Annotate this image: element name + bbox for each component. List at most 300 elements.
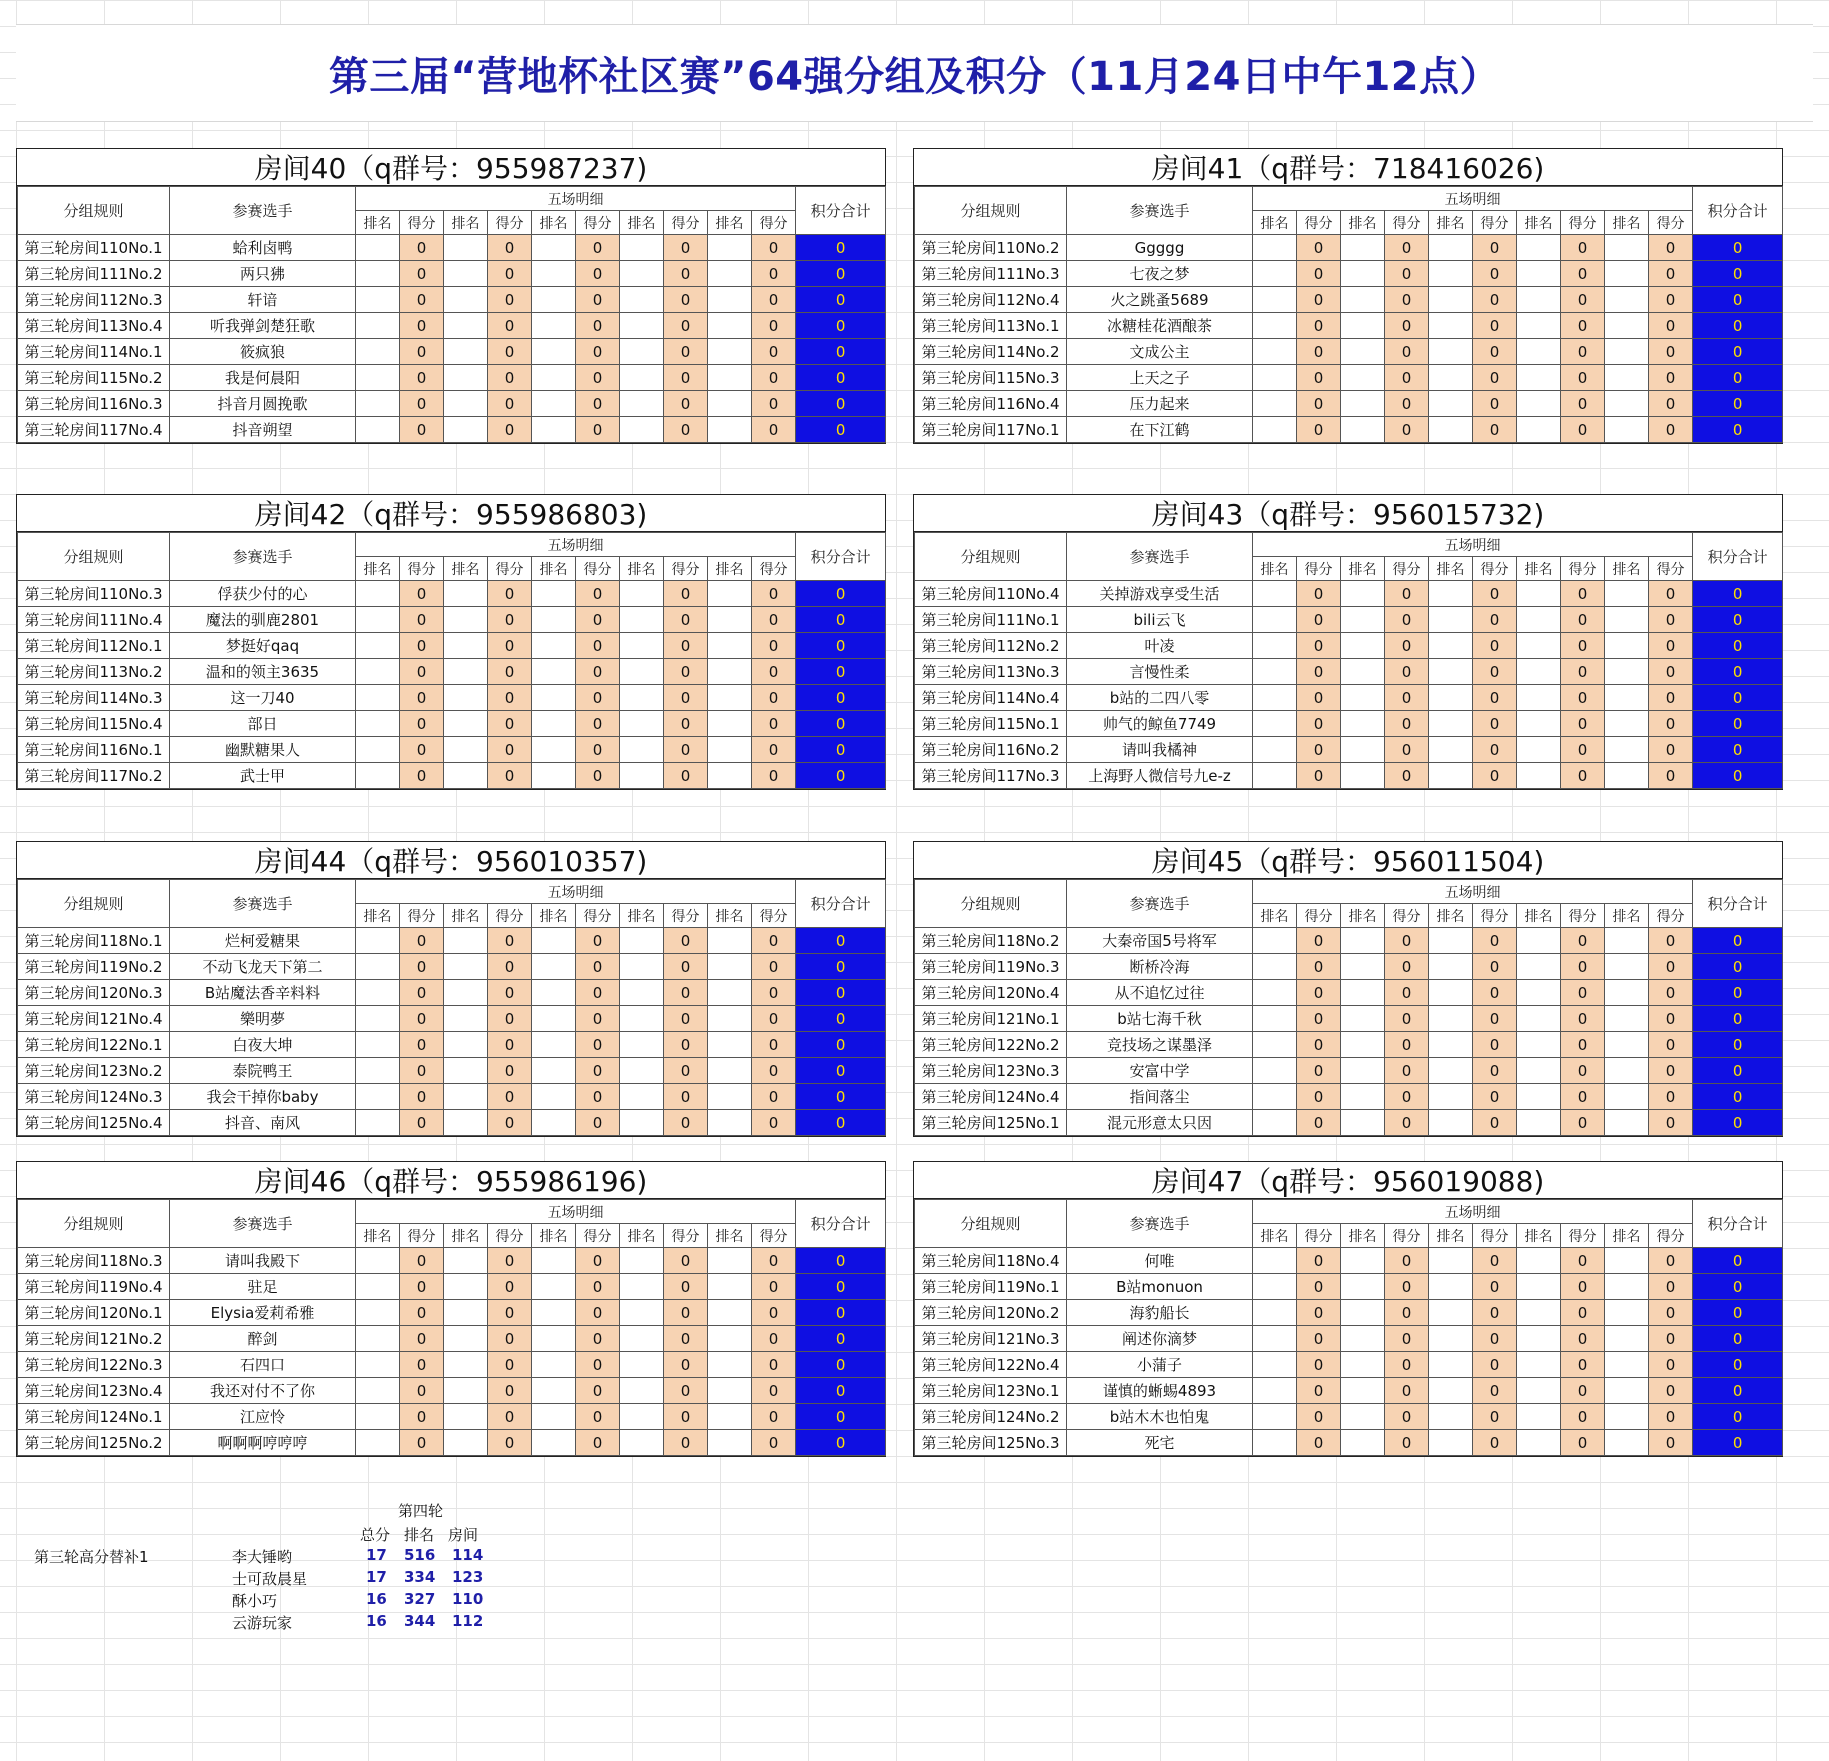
- rank-cell: [1253, 980, 1297, 1006]
- rank-cell: [532, 737, 576, 763]
- rank-cell: [708, 1352, 752, 1378]
- rank-cell: [356, 417, 400, 443]
- rank-cell: [1517, 1274, 1561, 1300]
- group-rule-cell: 第三轮房间116No.2: [915, 737, 1067, 763]
- rank-cell: [620, 391, 664, 417]
- header-group-rule: 分组规则: [915, 187, 1067, 235]
- player-name-cell: 叶凌: [1067, 633, 1253, 659]
- player-name-cell: 不动飞龙天下第二: [170, 954, 356, 980]
- score-cell: 0: [752, 581, 796, 607]
- room-table: [17, 186, 886, 443]
- rank-cell: [1517, 1058, 1561, 1084]
- rank-cell: [444, 685, 488, 711]
- score-cell: 0: [1385, 1300, 1429, 1326]
- room-panel: [16, 1161, 886, 1457]
- rank-cell: [1341, 980, 1385, 1006]
- player-name-cell: 樂明夢: [170, 1006, 356, 1032]
- table-row: [18, 928, 886, 954]
- player-name-cell: 指间落尘: [1067, 1084, 1253, 1110]
- score-cell: 0: [1473, 1300, 1517, 1326]
- score-cell: 0: [1649, 235, 1693, 261]
- group-rule-cell: 第三轮房间112No.2: [915, 633, 1067, 659]
- score-cell: 0: [1385, 711, 1429, 737]
- rank-cell: [1253, 1084, 1297, 1110]
- header-rank: 排名: [1605, 211, 1649, 235]
- rank-cell: [1253, 417, 1297, 443]
- header-rank: 排名: [620, 211, 664, 235]
- table-row: [18, 1032, 886, 1058]
- score-cell: 0: [1297, 607, 1341, 633]
- rank-cell: [708, 1326, 752, 1352]
- header-player: 参赛选手: [170, 1200, 356, 1248]
- rank-cell: [708, 1248, 752, 1274]
- rank-cell: [1429, 763, 1473, 789]
- group-rule-cell: 第三轮房间119No.3: [915, 954, 1067, 980]
- rank-cell: [532, 365, 576, 391]
- score-cell: 0: [1297, 1430, 1341, 1456]
- player-name-cell: 石四口: [170, 1352, 356, 1378]
- rank-cell: [620, 980, 664, 1006]
- player-name-cell: 混元形意太只因: [1067, 1110, 1253, 1136]
- group-rule-cell: 第三轮房间115No.4: [18, 711, 170, 737]
- rank-cell: [1341, 313, 1385, 339]
- score-cell: 0: [400, 287, 444, 313]
- rank-cell: [620, 1378, 664, 1404]
- rank-cell: [1517, 261, 1561, 287]
- rank-cell: [1605, 339, 1649, 365]
- rank-cell: [1253, 659, 1297, 685]
- score-cell: 0: [488, 1248, 532, 1274]
- score-cell: 0: [576, 928, 620, 954]
- group-rule-cell: 第三轮房间111No.2: [18, 261, 170, 287]
- rank-cell: [1253, 1430, 1297, 1456]
- table-row: [915, 1430, 1783, 1456]
- rank-cell: [356, 607, 400, 633]
- player-name-cell: 文成公主: [1067, 339, 1253, 365]
- score-cell: 0: [752, 1006, 796, 1032]
- rank-cell: [1517, 1032, 1561, 1058]
- table-row: [915, 1058, 1783, 1084]
- group-rule-cell: 第三轮房间111No.3: [915, 261, 1067, 287]
- rank-cell: [1517, 1430, 1561, 1456]
- rank-cell: [1429, 339, 1473, 365]
- rank-cell: [1605, 1274, 1649, 1300]
- player-name-cell: bili云飞: [1067, 607, 1253, 633]
- total-cell: 0: [796, 1300, 886, 1326]
- total-cell: 0: [1693, 1084, 1783, 1110]
- total-cell: 0: [796, 1058, 886, 1084]
- rank-cell: [620, 954, 664, 980]
- rank-cell: [356, 1300, 400, 1326]
- header-rank: 排名: [708, 557, 752, 581]
- table-row: [18, 659, 886, 685]
- score-cell: 0: [1473, 711, 1517, 737]
- score-cell: 0: [664, 313, 708, 339]
- header-five-games: 五场明细: [1253, 187, 1693, 211]
- score-cell: 0: [1473, 365, 1517, 391]
- rank-cell: [1341, 737, 1385, 763]
- rank-cell: [356, 954, 400, 980]
- group-rule-cell: 第三轮房间115No.1: [915, 711, 1067, 737]
- score-cell: 0: [1385, 1326, 1429, 1352]
- rank-cell: [1341, 235, 1385, 261]
- header-score: 得分: [576, 211, 620, 235]
- score-cell: 0: [576, 1110, 620, 1136]
- score-cell: 0: [400, 1084, 444, 1110]
- score-cell: 0: [1385, 417, 1429, 443]
- score-cell: 0: [1385, 1352, 1429, 1378]
- score-cell: 0: [1473, 1058, 1517, 1084]
- rank-cell: [1605, 1300, 1649, 1326]
- score-cell: 0: [1297, 339, 1341, 365]
- rank-cell: [1517, 928, 1561, 954]
- subs-total: 16: [366, 1612, 387, 1630]
- rank-cell: [1605, 1058, 1649, 1084]
- table-row: [18, 633, 886, 659]
- score-cell: 0: [1649, 417, 1693, 443]
- player-name-cell: B站魔法香辛料料: [170, 980, 356, 1006]
- table-row: [915, 711, 1783, 737]
- rank-cell: [444, 1006, 488, 1032]
- score-cell: 0: [1297, 235, 1341, 261]
- score-cell: 0: [664, 711, 708, 737]
- rank-cell: [708, 928, 752, 954]
- header-score: 得分: [1297, 211, 1341, 235]
- room-table: [17, 879, 886, 1136]
- rank-cell: [532, 633, 576, 659]
- score-cell: 0: [1649, 1248, 1693, 1274]
- rank-cell: [1605, 581, 1649, 607]
- room-title: 房间40（q群号：955987237): [17, 149, 885, 186]
- rank-cell: [532, 261, 576, 287]
- rank-cell: [1517, 287, 1561, 313]
- rank-cell: [1429, 1058, 1473, 1084]
- rank-cell: [1429, 711, 1473, 737]
- score-cell: 0: [1561, 954, 1605, 980]
- score-cell: 0: [1385, 1378, 1429, 1404]
- header-score: 得分: [1649, 211, 1693, 235]
- score-cell: 0: [752, 980, 796, 1006]
- total-cell: 0: [796, 1326, 886, 1352]
- score-cell: 0: [1297, 1032, 1341, 1058]
- rank-cell: [1341, 607, 1385, 633]
- rank-cell: [444, 287, 488, 313]
- rank-cell: [1341, 1378, 1385, 1404]
- score-cell: 0: [752, 313, 796, 339]
- rank-cell: [708, 954, 752, 980]
- rank-cell: [1605, 261, 1649, 287]
- score-cell: 0: [400, 1352, 444, 1378]
- total-cell: 0: [1693, 1032, 1783, 1058]
- rank-cell: [708, 1058, 752, 1084]
- total-cell: 0: [796, 1352, 886, 1378]
- total-cell: 0: [796, 235, 886, 261]
- rank-cell: [620, 685, 664, 711]
- player-name-cell: 江应怜: [170, 1404, 356, 1430]
- table-row: [18, 607, 886, 633]
- score-cell: 0: [1649, 339, 1693, 365]
- rank-cell: [708, 391, 752, 417]
- rank-cell: [532, 1404, 576, 1430]
- score-cell: 0: [488, 287, 532, 313]
- total-cell: 0: [796, 339, 886, 365]
- rank-cell: [620, 235, 664, 261]
- rank-cell: [532, 1300, 576, 1326]
- rank-cell: [532, 711, 576, 737]
- table-row: [915, 737, 1783, 763]
- group-rule-cell: 第三轮房间113No.4: [18, 313, 170, 339]
- score-cell: 0: [1297, 711, 1341, 737]
- rank-cell: [532, 607, 576, 633]
- score-cell: 0: [488, 235, 532, 261]
- total-cell: 0: [796, 1032, 886, 1058]
- rank-cell: [1341, 1032, 1385, 1058]
- table-row: [18, 954, 886, 980]
- header-score: 得分: [400, 557, 444, 581]
- group-rule-cell: 第三轮房间121No.3: [915, 1326, 1067, 1352]
- score-cell: 0: [400, 1430, 444, 1456]
- rank-cell: [620, 339, 664, 365]
- score-cell: 0: [752, 1084, 796, 1110]
- rank-cell: [1605, 1110, 1649, 1136]
- rank-cell: [356, 261, 400, 287]
- header-five-games: 五场明细: [1253, 880, 1693, 904]
- group-rule-cell: 第三轮房间125No.2: [18, 1430, 170, 1456]
- rank-cell: [708, 633, 752, 659]
- score-cell: 0: [1297, 1300, 1341, 1326]
- score-cell: 0: [1473, 235, 1517, 261]
- header-rank: 排名: [1517, 211, 1561, 235]
- rank-cell: [1605, 711, 1649, 737]
- score-cell: 0: [664, 365, 708, 391]
- header-total: 积分合计: [796, 187, 886, 235]
- score-cell: 0: [400, 365, 444, 391]
- score-cell: 0: [488, 763, 532, 789]
- rank-cell: [1517, 1326, 1561, 1352]
- score-cell: 0: [1473, 313, 1517, 339]
- score-cell: 0: [752, 1352, 796, 1378]
- rank-cell: [620, 417, 664, 443]
- header-rank: 排名: [620, 1224, 664, 1248]
- table-row: [18, 1058, 886, 1084]
- table-row: [18, 1084, 886, 1110]
- rank-cell: [1341, 763, 1385, 789]
- header-rank: 排名: [1341, 904, 1385, 928]
- score-cell: 0: [1297, 1006, 1341, 1032]
- score-cell: 0: [1561, 365, 1605, 391]
- total-cell: 0: [1693, 980, 1783, 1006]
- score-cell: 0: [1473, 1326, 1517, 1352]
- rank-cell: [1517, 339, 1561, 365]
- rank-cell: [532, 287, 576, 313]
- player-name-cell: 幽默糖果人: [170, 737, 356, 763]
- player-name-cell: 我是何晨阳: [170, 365, 356, 391]
- rank-cell: [356, 1248, 400, 1274]
- score-cell: 0: [1473, 417, 1517, 443]
- total-cell: 0: [1693, 1430, 1783, 1456]
- score-cell: 0: [1297, 417, 1341, 443]
- rank-cell: [1605, 607, 1649, 633]
- header-score: 得分: [576, 1224, 620, 1248]
- total-cell: 0: [1693, 1352, 1783, 1378]
- rank-cell: [1253, 235, 1297, 261]
- rank-cell: [620, 1110, 664, 1136]
- score-cell: 0: [576, 581, 620, 607]
- total-cell: 0: [1693, 633, 1783, 659]
- total-cell: 0: [796, 391, 886, 417]
- score-cell: 0: [400, 391, 444, 417]
- rank-cell: [356, 581, 400, 607]
- rank-cell: [1517, 391, 1561, 417]
- rank-cell: [1429, 235, 1473, 261]
- score-cell: 0: [488, 607, 532, 633]
- rank-cell: [532, 1032, 576, 1058]
- score-cell: 0: [488, 685, 532, 711]
- table-row: [18, 711, 886, 737]
- score-cell: 0: [1473, 1352, 1517, 1378]
- score-cell: 0: [400, 928, 444, 954]
- score-cell: 0: [1473, 607, 1517, 633]
- player-name-cell: 死宅: [1067, 1430, 1253, 1456]
- rank-cell: [1429, 1006, 1473, 1032]
- score-cell: 0: [752, 1274, 796, 1300]
- header-score: 得分: [1649, 904, 1693, 928]
- group-rule-cell: 第三轮房间121No.4: [18, 1006, 170, 1032]
- score-cell: 0: [1297, 954, 1341, 980]
- rank-cell: [620, 763, 664, 789]
- rank-cell: [1253, 1274, 1297, 1300]
- table-row: [18, 1378, 886, 1404]
- table-row: [915, 261, 1783, 287]
- room-title: 房间45（q群号：956011504): [914, 842, 1782, 879]
- group-rule-cell: 第三轮房间114No.2: [915, 339, 1067, 365]
- header-score: 得分: [1561, 211, 1605, 235]
- score-cell: 0: [1297, 633, 1341, 659]
- header-group-rule: 分组规则: [915, 1200, 1067, 1248]
- rank-cell: [1253, 928, 1297, 954]
- table-row: [915, 685, 1783, 711]
- score-cell: 0: [1297, 1378, 1341, 1404]
- header-five-games: 五场明细: [356, 1200, 796, 1224]
- rank-cell: [620, 365, 664, 391]
- rank-cell: [1341, 685, 1385, 711]
- rank-cell: [1517, 685, 1561, 711]
- room-table: [914, 186, 1783, 443]
- total-cell: 0: [796, 928, 886, 954]
- rank-cell: [356, 1326, 400, 1352]
- header-five-games: 五场明细: [356, 187, 796, 211]
- rank-cell: [1429, 1404, 1473, 1430]
- header-score: 得分: [488, 557, 532, 581]
- rank-cell: [356, 928, 400, 954]
- score-cell: 0: [664, 1300, 708, 1326]
- score-cell: 0: [1649, 1300, 1693, 1326]
- group-rule-cell: 第三轮房间115No.2: [18, 365, 170, 391]
- score-cell: 0: [1385, 1006, 1429, 1032]
- rank-cell: [1429, 391, 1473, 417]
- rank-cell: [620, 1430, 664, 1456]
- room-table: [17, 532, 886, 789]
- score-cell: 0: [576, 1032, 620, 1058]
- table-row: [915, 607, 1783, 633]
- score-cell: 0: [664, 417, 708, 443]
- subs-rank: 327: [404, 1590, 436, 1608]
- rank-cell: [532, 763, 576, 789]
- rank-cell: [532, 928, 576, 954]
- rank-cell: [620, 1032, 664, 1058]
- score-cell: 0: [1385, 339, 1429, 365]
- rank-cell: [532, 1248, 576, 1274]
- rank-cell: [1253, 339, 1297, 365]
- score-cell: 0: [752, 1058, 796, 1084]
- header-rank: 排名: [1341, 1224, 1385, 1248]
- score-cell: 0: [664, 607, 708, 633]
- table-row: [915, 313, 1783, 339]
- rank-cell: [1605, 1032, 1649, 1058]
- score-cell: 0: [400, 1404, 444, 1430]
- score-cell: 0: [752, 685, 796, 711]
- score-cell: 0: [1473, 1032, 1517, 1058]
- subs-total: 17: [366, 1568, 387, 1586]
- score-cell: 0: [1561, 737, 1605, 763]
- rank-cell: [444, 980, 488, 1006]
- header-rank: 排名: [1517, 1224, 1561, 1248]
- header-player: 参赛选手: [170, 187, 356, 235]
- rank-cell: [356, 1084, 400, 1110]
- rank-cell: [444, 737, 488, 763]
- score-cell: 0: [400, 1248, 444, 1274]
- score-cell: 0: [1473, 763, 1517, 789]
- subs-col-room: 房间: [448, 1526, 479, 1544]
- score-cell: 0: [400, 1058, 444, 1084]
- table-row: [18, 1274, 886, 1300]
- group-rule-cell: 第三轮房间118No.1: [18, 928, 170, 954]
- score-cell: 0: [1561, 261, 1605, 287]
- rank-cell: [1605, 1326, 1649, 1352]
- table-row: [915, 391, 1783, 417]
- score-cell: 0: [400, 607, 444, 633]
- score-cell: 0: [1297, 763, 1341, 789]
- rank-cell: [532, 1378, 576, 1404]
- player-name-cell: 小蒲子: [1067, 1352, 1253, 1378]
- score-cell: 0: [1385, 763, 1429, 789]
- group-rule-cell: 第三轮房间110No.3: [18, 581, 170, 607]
- score-cell: 0: [1649, 1058, 1693, 1084]
- rank-cell: [356, 1006, 400, 1032]
- room-panel: [913, 1161, 1783, 1457]
- score-cell: 0: [1385, 235, 1429, 261]
- score-cell: 0: [664, 1058, 708, 1084]
- total-cell: 0: [1693, 737, 1783, 763]
- rank-cell: [1341, 1352, 1385, 1378]
- header-player: 参赛选手: [1067, 1200, 1253, 1248]
- room-panel: [913, 494, 1783, 790]
- score-cell: 0: [576, 235, 620, 261]
- rank-cell: [1605, 685, 1649, 711]
- score-cell: 0: [488, 1032, 532, 1058]
- room-title: 房间41（q群号：718416026): [914, 149, 1782, 186]
- rank-cell: [1253, 711, 1297, 737]
- score-cell: 0: [488, 711, 532, 737]
- rank-cell: [620, 1326, 664, 1352]
- rank-cell: [1253, 1378, 1297, 1404]
- total-cell: 0: [1693, 1378, 1783, 1404]
- score-cell: 0: [664, 1032, 708, 1058]
- player-name-cell: b站七海千秋: [1067, 1006, 1253, 1032]
- score-cell: 0: [1649, 1352, 1693, 1378]
- rank-cell: [532, 1352, 576, 1378]
- score-cell: 0: [664, 1006, 708, 1032]
